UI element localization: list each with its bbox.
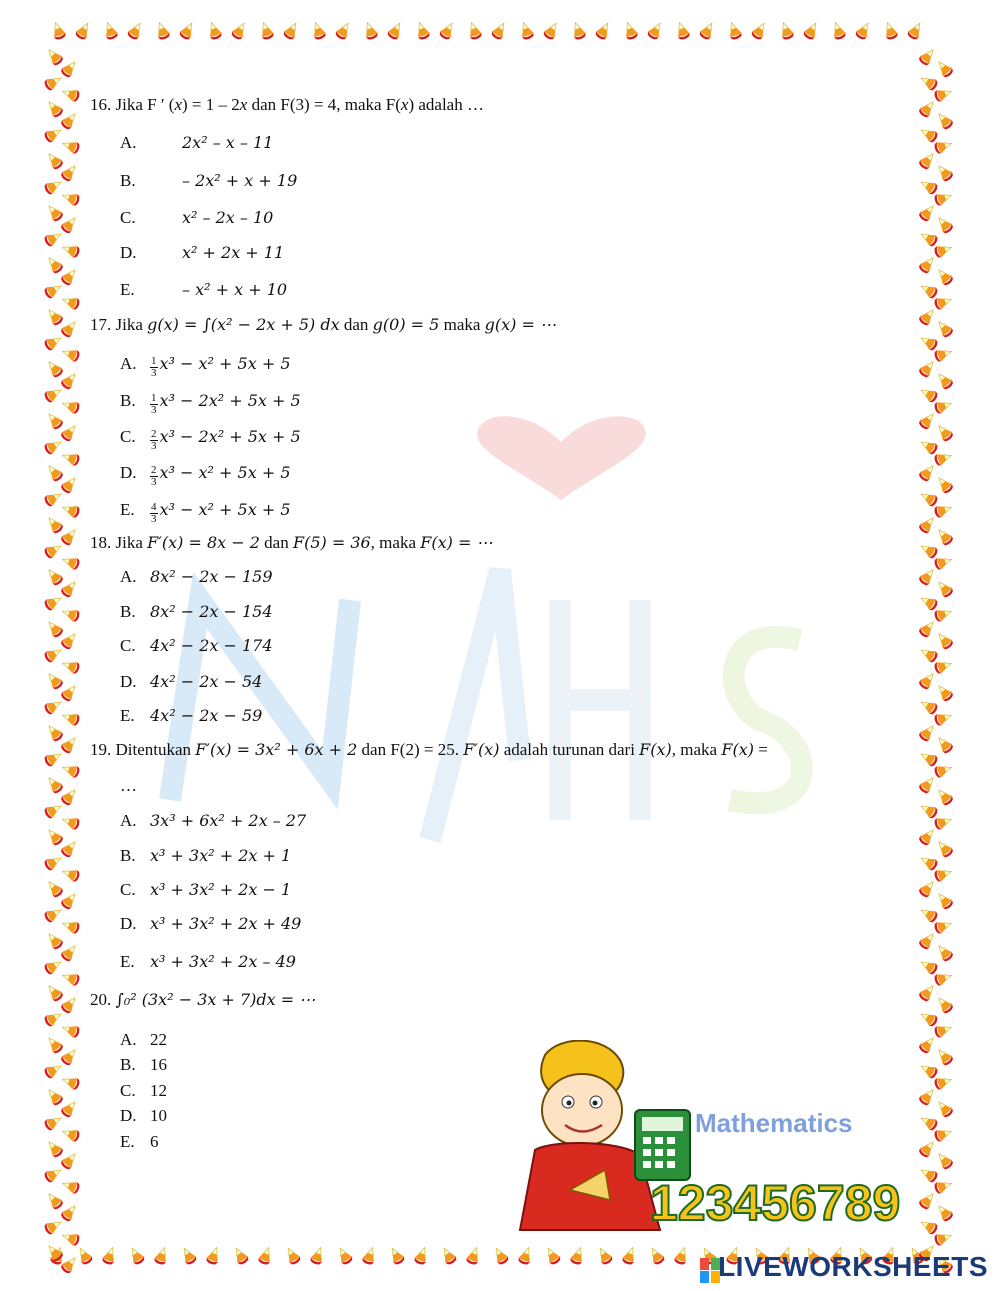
- candy-corn-icon: [933, 1126, 954, 1143]
- candy-corn-icon: [802, 20, 821, 41]
- candy-corn-icon: [44, 358, 64, 379]
- candy-corn-icon: [60, 190, 81, 207]
- candy-corn-icon: [918, 437, 939, 456]
- candy-corn-icon: [569, 1245, 586, 1266]
- candy-corn-icon: [59, 994, 79, 1015]
- candy-corn-icon: [933, 1178, 954, 1195]
- candy-corn-icon: [594, 20, 613, 41]
- candy-corn-icon: [387, 1245, 406, 1266]
- candy-corn-icon: [44, 618, 64, 639]
- candy-corn-icon: [570, 20, 587, 41]
- question-17: [90, 314, 556, 336]
- candy-corn-icon: [257, 1245, 274, 1266]
- candy-corn-icon: [60, 1230, 81, 1247]
- candy-corn-icon: [918, 1217, 939, 1236]
- candy-corn-icon: [674, 20, 691, 41]
- question-stem: Jika g(x) = ∫(x² − 2x + 5) dx dan g(0) = 5 maka g(x) = ⋯: [115, 315, 556, 334]
- candy-corn-icon: [309, 1245, 326, 1266]
- candy-corn-icon: [59, 162, 79, 183]
- candy-corn-icon: [647, 1245, 666, 1266]
- option-20e[interactable]: E. 6: [120, 1132, 159, 1151]
- candy-corn-icon: [43, 749, 64, 768]
- candy-corn-icon: [44, 774, 64, 795]
- candy-corn-icon: [44, 1034, 64, 1055]
- candy-corn-icon: [43, 489, 64, 508]
- candy-corn-icon: [918, 385, 939, 404]
- candy-corn-icon: [934, 1098, 954, 1119]
- candy-corn-icon: [60, 1126, 81, 1143]
- candy-corn-icon: [60, 242, 81, 259]
- candy-corn-icon: [543, 1245, 562, 1266]
- candy-corn-icon: [60, 346, 81, 363]
- candy-corn-icon: [126, 20, 145, 41]
- candy-corn-icon: [43, 957, 64, 976]
- candy-corn-icon: [43, 1113, 64, 1132]
- candy-corn-icon: [917, 1138, 937, 1159]
- candy-corn-icon: [43, 229, 64, 248]
- candy-corn-icon: [44, 1190, 64, 1211]
- candy-corn-icon: [59, 110, 79, 131]
- candy-corn-icon: [698, 20, 717, 41]
- question-number: 16.: [90, 95, 112, 114]
- option-18a[interactable]: A. 8x² − 2x − 159: [120, 567, 273, 586]
- candy-corn-icon: [60, 502, 81, 519]
- candy-corn-icon: [918, 229, 939, 248]
- candy-corn-icon: [933, 346, 954, 363]
- candy-corn-icon: [918, 489, 939, 508]
- candy-corn-icon: [933, 1022, 954, 1039]
- candy-corn-icon: [917, 826, 937, 847]
- candy-corn-icon: [933, 450, 954, 467]
- candy-corn-icon: [933, 658, 954, 675]
- option-16c[interactable]: C. x² – 2x – 10: [120, 208, 274, 227]
- candy-corn-icon: [179, 1245, 198, 1266]
- candy-corn-icon: [918, 697, 939, 716]
- candy-corn-icon: [934, 474, 954, 495]
- candy-corn-icon: [918, 645, 939, 664]
- candy-corn-icon: [917, 358, 937, 379]
- calculator-icon: [635, 1110, 690, 1180]
- candy-corn-icon: [44, 982, 64, 1003]
- candy-corn-icon: [59, 942, 79, 963]
- candy-corn-icon: [283, 1245, 302, 1266]
- candy-corn-icon: [43, 853, 64, 872]
- candy-corn-icon: [60, 1178, 81, 1195]
- candy-corn-icon: [59, 266, 79, 287]
- candy-corn-icon: [44, 1138, 64, 1159]
- option-19b[interactable]: B. x³ + 3x² + 2x + 1: [120, 846, 292, 865]
- question-stem: Jika F ′ (x) = 1 – 2x dan F(3) = 4, maka F(x) adalah …: [115, 95, 484, 114]
- candy-corn-icon: [918, 125, 939, 144]
- candy-corn-icon: [934, 890, 954, 911]
- candy-corn-icon: [282, 20, 301, 41]
- option-17c[interactable]: C. $\frac{2}{3}$ x³ − 2x² + 5x + 5: [120, 427, 301, 452]
- candy-corn-icon: [44, 826, 64, 847]
- question-stem: Jika F′(x) = 8x − 2 dan F(5) = 36, maka F(x) = ⋯: [115, 533, 493, 552]
- candy-corn-icon: [60, 138, 81, 155]
- candy-corn-icon: [75, 1245, 94, 1266]
- candy-corn-icon: [60, 762, 81, 779]
- candy-corn-icon: [153, 1245, 170, 1266]
- candy-corn-icon: [334, 20, 353, 41]
- question-19: [90, 739, 768, 761]
- candy-corn-icon: [934, 1202, 954, 1223]
- candy-corn-icon: [918, 749, 939, 768]
- candy-corn-icon: [43, 1217, 64, 1236]
- candy-corn-icon: [60, 86, 81, 103]
- candy-corn-icon: [917, 254, 937, 275]
- candy-corn-icon: [74, 20, 93, 41]
- candy-corn-icon: [465, 1245, 482, 1266]
- candy-corn-icon: [438, 20, 457, 41]
- candy-corn-icon: [44, 306, 64, 327]
- candy-corn-icon: [59, 1254, 79, 1275]
- candy-corn-icon: [933, 138, 954, 155]
- candy-corn-icon: [44, 202, 64, 223]
- candy-corn-icon: [917, 982, 937, 1003]
- option-20c[interactable]: C. 12: [120, 1081, 167, 1100]
- option-18e[interactable]: E. 4x² − 2x − 59: [120, 706, 263, 725]
- candy-corn-icon: [934, 110, 954, 131]
- candy-corn-icon: [44, 98, 64, 119]
- candy-corn-icon: [490, 20, 509, 41]
- candy-corn-icon: [59, 578, 79, 599]
- candy-corn-icon: [466, 20, 483, 41]
- candy-corn-icon: [386, 20, 405, 41]
- candy-corn-icon: [621, 1245, 638, 1266]
- option-16d[interactable]: D. x² + 2x + 11: [120, 243, 285, 262]
- candy-corn-icon: [778, 20, 795, 41]
- candy-corn-icon: [44, 150, 64, 171]
- option-19e[interactable]: E. x³ + 3x² + 2x – 49: [120, 952, 296, 971]
- candy-corn-icon: [43, 645, 64, 664]
- liveworksheets-brand[interactable]: LIVEWORKSHEETS: [718, 1251, 988, 1282]
- mascot-title: Mathematics: [695, 1108, 853, 1138]
- candy-corn-icon: [933, 1074, 954, 1091]
- candy-corn-icon: [231, 1245, 250, 1266]
- candy-corn-icon: [102, 20, 119, 41]
- candy-corn-icon: [918, 177, 939, 196]
- candy-corn-icon: [60, 450, 81, 467]
- option-16e[interactable]: E. – x² + x + 10: [120, 280, 288, 299]
- candy-corn-icon: [43, 281, 64, 300]
- candy-corn-icon: [917, 202, 937, 223]
- candy-corn-icon: [517, 1245, 534, 1266]
- candy-corn-icon: [59, 630, 79, 651]
- question-19-continuation: …: [120, 776, 137, 795]
- candy-corn-icon: [934, 58, 954, 79]
- candy-corn-icon: [917, 150, 937, 171]
- candy-corn-icon: [917, 930, 937, 951]
- candy-corn-icon: [59, 318, 79, 339]
- candy-corn-icon: [750, 20, 769, 41]
- candy-corn-icon: [43, 437, 64, 456]
- candy-corn-icon: [59, 58, 79, 79]
- candy-corn-icon: [918, 957, 939, 976]
- candy-corn-icon: [934, 266, 954, 287]
- candy-corn-icon: [518, 20, 535, 41]
- candy-corn-icon: [622, 20, 639, 41]
- candy-corn-icon: [361, 1245, 378, 1266]
- option-19a[interactable]: A. 3x³ + 6x² + 2x – 27: [120, 811, 307, 830]
- candy-corn-icon: [230, 20, 249, 41]
- candy-corn-icon: [50, 20, 67, 41]
- candy-corn-icon: [101, 1245, 118, 1266]
- candy-corn-icon: [917, 670, 937, 691]
- candy-corn-icon: [60, 398, 81, 415]
- candy-corn-icon: [44, 930, 64, 951]
- mascot-boy-icon: [510, 1040, 910, 1240]
- candy-corn-icon: [934, 370, 954, 391]
- question-16: [90, 94, 484, 116]
- candy-corn-icon: [44, 670, 64, 691]
- candy-corn-icon: [934, 526, 954, 547]
- candy-corn-icon: [43, 1061, 64, 1080]
- candy-corn-icon: [60, 1022, 81, 1039]
- candy-corn-icon: [918, 801, 939, 820]
- candy-corn-icon: [934, 1046, 954, 1067]
- option-20d[interactable]: D. 10: [120, 1106, 167, 1125]
- candy-corn-icon: [44, 46, 64, 67]
- mascot-digits: 123456789: [650, 1175, 901, 1231]
- option-19c[interactable]: C. x³ + 3x² + 2x − 1: [120, 880, 292, 899]
- candy-corn-icon: [44, 462, 64, 483]
- candy-corn-icon: [918, 1009, 939, 1028]
- candy-corn-icon: [934, 838, 954, 859]
- candy-corn-icon: [60, 606, 81, 623]
- candy-corn-icon: [917, 774, 937, 795]
- candy-corn-icon: [917, 46, 937, 67]
- candy-corn-icon: [934, 422, 954, 443]
- candy-corn-icon: [854, 20, 873, 41]
- question-number: 20.: [90, 990, 112, 1009]
- candy-corn-icon: [258, 20, 275, 41]
- candy-corn-icon: [335, 1245, 354, 1266]
- question-20: [90, 989, 315, 1011]
- candy-corn-icon: [917, 514, 937, 535]
- candy-corn-icon: [917, 878, 937, 899]
- candy-corn-icon: [59, 838, 79, 859]
- candy-corn-icon: [59, 682, 79, 703]
- candy-corn-icon: [43, 1009, 64, 1028]
- candy-corn-icon: [933, 398, 954, 415]
- candy-corn-icon: [917, 306, 937, 327]
- candy-corn-icon: [43, 333, 64, 352]
- candy-corn-icon: [60, 918, 81, 935]
- candy-corn-icon: [918, 333, 939, 352]
- candy-corn-icon: [917, 98, 937, 119]
- candy-corn-icon: [44, 1086, 64, 1107]
- candy-corn-icon: [44, 410, 64, 431]
- candy-corn-icon: [43, 1165, 64, 1184]
- candy-corn-icon: [934, 942, 954, 963]
- candy-corn-icon: [60, 970, 81, 987]
- candy-corn-icon: [646, 20, 665, 41]
- candy-corn-icon: [43, 801, 64, 820]
- candy-corn-icon: [60, 710, 81, 727]
- candy-corn-icon: [43, 697, 64, 716]
- candy-corn-icon: [918, 905, 939, 924]
- candy-corn-icon: [60, 554, 81, 571]
- candy-corn-icon: [933, 86, 954, 103]
- candy-corn-icon: [44, 878, 64, 899]
- candy-corn-icon: [206, 20, 223, 41]
- candy-corn-icon: [933, 866, 954, 883]
- candy-corn-icon: [60, 658, 81, 675]
- candy-corn-icon: [906, 20, 925, 41]
- candy-corn-icon: [44, 722, 64, 743]
- candy-corn-icon: [934, 786, 954, 807]
- candy-corn-icon: [59, 474, 79, 495]
- option-20a[interactable]: A. 22: [120, 1030, 167, 1049]
- candy-corn-icon: [59, 1098, 79, 1119]
- candy-corn-icon: [43, 125, 64, 144]
- candy-corn-icon: [43, 905, 64, 924]
- option-19d[interactable]: D. x³ + 3x² + 2x + 49: [120, 914, 302, 933]
- candy-corn-icon: [934, 214, 954, 235]
- candy-corn-icon: [60, 866, 81, 883]
- candy-corn-icon: [917, 566, 937, 587]
- candy-corn-icon: [439, 1245, 458, 1266]
- candy-corn-icon: [43, 73, 64, 92]
- candy-corn-icon: [59, 370, 79, 391]
- candy-corn-icon: [918, 593, 939, 612]
- candy-corn-icon: [59, 734, 79, 755]
- candy-corn-icon: [917, 618, 937, 639]
- candy-corn-icon: [933, 554, 954, 571]
- question-number: 17.: [90, 315, 112, 334]
- candy-corn-icon: [933, 918, 954, 935]
- candy-corn-icon: [933, 710, 954, 727]
- candy-corn-icon: [59, 786, 79, 807]
- candy-corn-icon: [917, 410, 937, 431]
- candy-corn-icon: [60, 294, 81, 311]
- candy-corn-icon: [44, 514, 64, 535]
- candy-corn-icon: [673, 1245, 690, 1266]
- candy-corn-icon: [934, 318, 954, 339]
- option-16b[interactable]: B. – 2x² + x + 19: [120, 171, 298, 190]
- option-17e[interactable]: E. $\frac{4}{3}$ x³ − x² + 5x + 5: [120, 500, 291, 525]
- option-20b[interactable]: B. 16: [120, 1055, 167, 1074]
- candy-corn-icon: [918, 1113, 939, 1132]
- candy-corn-icon: [60, 814, 81, 831]
- candy-corn-icon: [542, 20, 561, 41]
- candy-corn-icon: [933, 814, 954, 831]
- candy-corn-icon: [934, 994, 954, 1015]
- candy-corn-icon: [59, 1046, 79, 1067]
- candy-corn-icon: [917, 462, 937, 483]
- candy-corn-icon: [882, 20, 899, 41]
- candy-corn-icon: [59, 1150, 79, 1171]
- candy-corn-icon: [43, 593, 64, 612]
- candy-corn-icon: [933, 294, 954, 311]
- candy-corn-icon: [491, 1245, 510, 1266]
- candy-corn-icon: [934, 734, 954, 755]
- option-18b[interactable]: B. 8x² − 2x − 154: [120, 602, 273, 621]
- option-18d[interactable]: D. 4x² − 2x − 54: [120, 672, 263, 691]
- candy-corn-icon: [178, 20, 197, 41]
- candy-corn-icon: [59, 214, 79, 235]
- candy-corn-icon: [933, 970, 954, 987]
- candy-corn-icon: [934, 682, 954, 703]
- candy-corn-icon: [917, 1034, 937, 1055]
- candy-corn-icon: [43, 541, 64, 560]
- candy-corn-icon: [933, 762, 954, 779]
- candy-corn-icon: [154, 20, 171, 41]
- candy-corn-icon: [917, 722, 937, 743]
- candy-corn-icon: [934, 1150, 954, 1171]
- candy-corn-icon: [830, 20, 847, 41]
- candy-corn-icon: [44, 566, 64, 587]
- candy-corn-icon: [934, 630, 954, 651]
- candy-corn-icon: [918, 73, 939, 92]
- option-18c[interactable]: C. 4x² − 2x − 174: [120, 636, 273, 655]
- candy-corn-icon: [917, 1086, 937, 1107]
- candy-corn-icon: [933, 606, 954, 623]
- option-17d[interactable]: D. $\frac{2}{3}$ x³ − x² + 5x + 5: [120, 463, 291, 488]
- candy-corn-icon: [934, 578, 954, 599]
- option-16a[interactable]: A. 2x² – x – 11: [120, 133, 274, 152]
- candy-corn-icon: [917, 1190, 937, 1211]
- candy-corn-icon: [59, 526, 79, 547]
- candy-corn-icon: [933, 1230, 954, 1247]
- candy-corn-icon: [933, 242, 954, 259]
- candy-corn-icon: [59, 1202, 79, 1223]
- candy-corn-icon: [414, 20, 431, 41]
- candy-corn-icon: [44, 254, 64, 275]
- question-stem: ∫₀² (3x² − 3x + 7)dx = ⋯: [115, 990, 316, 1009]
- question-18: [90, 532, 492, 554]
- candy-corn-icon: [595, 1245, 614, 1266]
- question-number: 19.: [90, 740, 112, 759]
- candy-corn-icon: [127, 1245, 146, 1266]
- candy-corn-icon: [310, 20, 327, 41]
- candy-corn-icon: [918, 853, 939, 872]
- candy-corn-icon: [934, 162, 954, 183]
- candy-corn-icon: [205, 1245, 222, 1266]
- candy-corn-icon: [60, 1074, 81, 1091]
- candy-corn-icon: [413, 1245, 430, 1266]
- candy-corn-icon: [933, 502, 954, 519]
- candy-corn-icon: [726, 20, 743, 41]
- candy-corn-icon: [59, 422, 79, 443]
- option-17a[interactable]: A. $\frac{1}{3}$ x³ − x² + 5x + 5: [120, 354, 291, 379]
- candy-corn-icon: [59, 890, 79, 911]
- candy-corn-icon: [362, 20, 379, 41]
- candy-corn-icon: [43, 385, 64, 404]
- question-number: 18.: [90, 533, 112, 552]
- candy-corn-icon: [918, 541, 939, 560]
- candy-corn-icon: [43, 177, 64, 196]
- candy-corn-icon: [933, 190, 954, 207]
- candy-corn-icon: [918, 1165, 939, 1184]
- candy-corn-icon: [918, 281, 939, 300]
- option-17b[interactable]: B. $\frac{1}{3}$ x³ − 2x² + 5x + 5: [120, 391, 301, 416]
- question-stem: Ditentukan F′(x) = 3x² + 6x + 2 dan F(2) = 25. F′(x) adalah turunan dari F(x), maka F(x) =: [115, 740, 768, 759]
- candy-corn-icon: [918, 1061, 939, 1080]
